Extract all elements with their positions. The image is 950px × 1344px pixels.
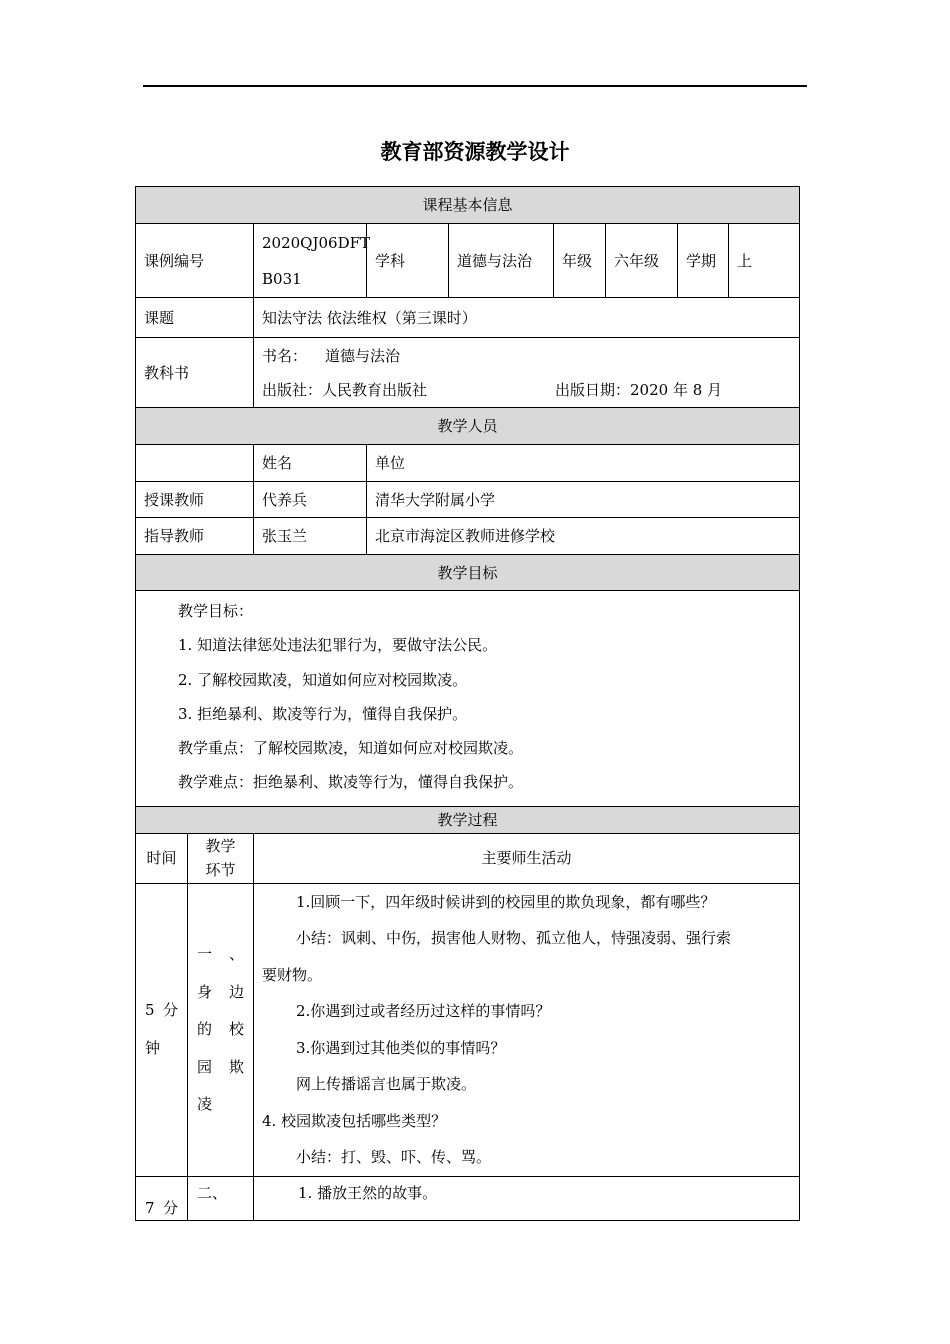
subject-label: 学科 <box>367 224 449 298</box>
step-time <box>136 1176 188 1220</box>
objectives-line: 1. 知道法律惩处违法犯罪行为，要做守法公民。 <box>178 636 498 655</box>
lesson-design-table <box>135 186 800 1221</box>
objectives-header: 教学目标 <box>136 555 800 591</box>
activity-line: 2.你遇到过或者经历过这样的事情吗？ <box>296 1002 551 1021</box>
pub-date-value: 2020 年 8 月 <box>630 380 723 399</box>
publisher-value: 人民教育出版社 <box>322 380 428 399</box>
stage-char: 欺 <box>228 1057 244 1076</box>
staff-role: 指导教师 <box>136 518 254 555</box>
case-no-line-1: 2020QJ06DFT <box>262 233 371 252</box>
basic-info-header: 课程基本信息 <box>136 187 800 224</box>
process-header: 教学过程 <box>136 806 800 833</box>
topic-row <box>136 298 800 338</box>
step-stage-line: 凌 <box>197 1095 213 1114</box>
process-step-row <box>136 1176 800 1220</box>
topic-label: 课题 <box>136 298 254 338</box>
step-time-line: 钟 <box>145 1038 161 1057</box>
book-name-value: 道德与法治 <box>325 346 401 365</box>
pub-date <box>555 373 722 407</box>
header-rule <box>143 85 807 87</box>
activity-line: 要财物。 <box>262 965 323 984</box>
process-col-stage <box>188 833 254 883</box>
stage-char: 边 <box>228 982 244 1001</box>
pub-date-label: 出版日期： <box>555 380 631 399</box>
step-time-number: 5 <box>145 1001 155 1020</box>
topic-value: 知法守法 依法维权（第三课时） <box>254 298 800 338</box>
step-stage-line <box>197 1011 244 1049</box>
staff-unit: 清华大学附属小学 <box>367 482 800 518</box>
staff-name: 代养兵 <box>254 482 367 518</box>
book-name-line <box>262 339 791 373</box>
activity-line: 4. 校园欺凌包括哪些类型？ <box>262 1111 447 1130</box>
objectives-content <box>136 591 800 807</box>
textbook-label: 教科书 <box>136 338 254 408</box>
staff-role: 授课教师 <box>136 482 254 518</box>
staff-col-name: 姓名 <box>254 445 367 482</box>
step-stage-line <box>197 1049 244 1087</box>
stage-char: 一 <box>197 945 213 964</box>
step-stage: 二、 <box>188 1176 254 1220</box>
basic-info-header-row <box>136 187 800 224</box>
step-time-number: 7 <box>145 1198 155 1217</box>
stage-char: 园 <box>197 1057 213 1076</box>
step-time-line <box>145 992 178 1030</box>
step-stage-line <box>197 974 244 1012</box>
staff-header: 教学人员 <box>136 408 800 445</box>
step-stage-line <box>197 936 244 974</box>
step-time <box>136 883 188 1176</box>
document-title: 教育部资源教学设计 <box>380 140 570 164</box>
objectives-line: 教学重点：了解校园欺凌，知道如何应对校园欺凌。 <box>178 739 524 758</box>
activity-line: 网上传播谣言也属于欺凌。 <box>296 1075 477 1094</box>
publisher-line <box>262 373 791 407</box>
staff-name: 张玉兰 <box>254 518 367 555</box>
objectives-line: 教学难点：拒绝暴利、欺凌等行为，懂得自我保护。 <box>178 773 524 792</box>
process-columns-row <box>136 833 800 883</box>
staff-row <box>136 518 800 555</box>
activity-line: 3.你遇到过其他类似的事情吗？ <box>296 1038 506 1057</box>
term-label: 学期 <box>678 224 729 298</box>
publisher-label: 出版社： <box>262 380 323 399</box>
case-no-value <box>254 224 371 298</box>
textbook-details <box>254 338 800 408</box>
objectives-header-row <box>136 555 800 591</box>
subject-value: 道德与法治 <box>449 224 554 298</box>
stage-char: 的 <box>197 1020 213 1039</box>
step-stage <box>188 883 254 1176</box>
case-no-label: 课例编号 <box>136 224 254 298</box>
term-value: 上 <box>729 224 800 298</box>
staff-blank-cell <box>136 445 254 482</box>
staff-col-unit: 单位 <box>367 445 800 482</box>
stage-char: 身 <box>197 982 213 1001</box>
stage-char: 校 <box>228 1020 244 1039</box>
staff-unit: 北京市海淀区教师进修学校 <box>367 518 800 555</box>
process-col-stage-line-1: 教学 <box>205 837 236 856</box>
activity-line: 小结：打、毁、吓、传、骂。 <box>296 1148 492 1167</box>
grade-value: 六年级 <box>606 224 678 298</box>
activity-line: 小结：讽刺、中伤，损害他人财物、孤立他人，恃强凌弱、强行索 <box>296 929 732 948</box>
step-time-unit: 分 <box>162 1001 178 1020</box>
book-name-label: 书名： <box>262 346 308 365</box>
staff-header-row <box>136 408 800 445</box>
objectives-row <box>136 591 800 807</box>
process-col-activity: 主要师生活动 <box>254 833 800 883</box>
case-info-row <box>136 224 800 298</box>
objectives-line: 2. 了解校园欺凌，知道如何应对校园欺凌。 <box>178 670 468 689</box>
activity-line: 1.回顾一下，四年级时候讲到的校园里的欺负现象，都有哪些？ <box>296 892 716 911</box>
textbook-row <box>136 338 800 408</box>
process-step-row <box>136 883 800 1176</box>
objectives-line: 3. 拒绝暴利、欺凌等行为，懂得自我保护。 <box>178 704 468 723</box>
stage-char: 、 <box>228 945 244 964</box>
staff-row <box>136 482 800 518</box>
step-activities <box>254 883 800 1176</box>
step-activity: 1. 播放王然的故事。 <box>254 1176 800 1220</box>
step-time-line <box>145 1198 178 1218</box>
process-col-stage-line-2: 环节 <box>205 861 236 880</box>
grade-label: 年级 <box>554 224 606 298</box>
process-header-row <box>136 806 800 833</box>
step-time-unit: 分 <box>162 1198 178 1217</box>
staff-columns-row <box>136 445 800 482</box>
case-no-line-2: B031 <box>262 269 302 288</box>
process-col-time: 时间 <box>136 833 188 883</box>
objectives-line: 教学目标： <box>178 602 254 620</box>
